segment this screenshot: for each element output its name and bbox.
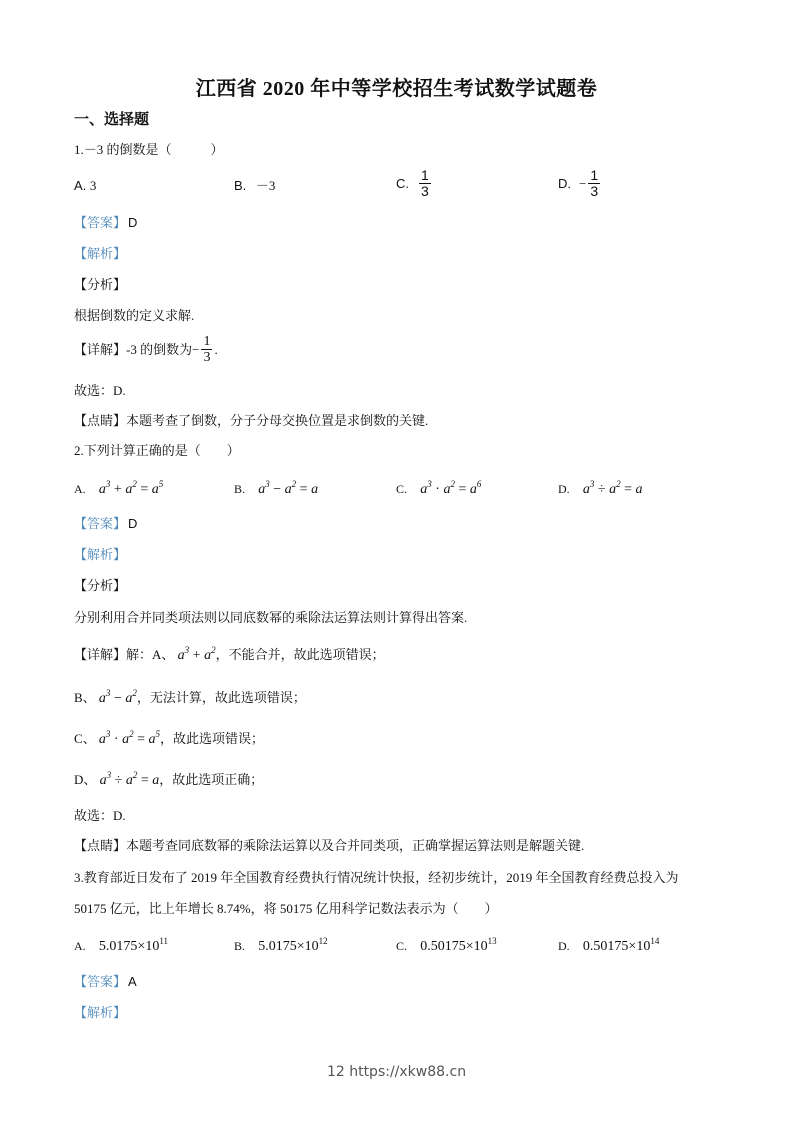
q1-answer [74,215,137,231]
q1-option-d: D. − $\frac{1}{3}$ [558,167,599,199]
answer-value: A [128,974,137,989]
q1-remark: 【点睛】本题考查了倒数，分子分母交换位置是求倒数的关键. [74,413,429,428]
q2-detail-a: 【详解】解：A、 $a^3 + a^2$，不能合并，故此选项错误； [74,645,385,663]
q2-option-c: C. $a^3 \cdot a^2 = a^6$ [396,479,482,497]
q3-option-c: C. $0.50175\times 10^{13}$ [396,936,497,954]
page-footer: 12 https://xkw88.cn [326,1064,467,1080]
q3-analysis-label: 【解析】 [74,1005,127,1020]
detail-label: 【详解】 [74,647,127,662]
q2-answer [74,516,137,532]
q3-stem-line2: 50175 亿元，比上年增长 8.74%，将 50175 亿用科学记数法表示为（ ） [74,901,498,916]
answer-value: D [128,215,138,230]
answer-label: 【答案】 [74,974,127,989]
q1-detail: 【详解】 -3 的倒数为 − $\frac{1}{3}$ . [74,334,218,365]
remark-label: 【点睛】 [74,838,127,853]
fraction: $\frac{1}{3}$ [590,167,599,199]
q2-remark: 【点睛】本题考查同底数幂的乘除法运算以及合并同类项，正确掌握运算法则是解题关键. [74,838,585,853]
q1-stem: 1.－3 的倒数是（ ） [74,142,224,157]
q3-option-d: D. $0.50175\times 10^{14}$ [558,936,660,954]
q3-option-a: A. $5.0175\times 10^{11}$ [74,936,168,954]
option-label: C. [396,175,409,191]
option-value: 3 [89,178,97,193]
q2-breakdown-text: 分别利用合并同类项法则以同底数幂的乘除法运算法则计算得出答案. [74,610,468,625]
fraction: $\frac{1}{3}$ [203,334,211,365]
q1-breakdown-label: 【分析】 [74,277,127,292]
option-value: －3 [255,178,276,193]
q1-option-c [396,168,433,199]
q2-option-d: D. $a^3 \div a^2 = a$ [558,479,643,497]
q3-option-b: B. $5.0175\times 10^{12}$ [234,936,328,954]
q2-stem: 2.下列计算正确的是（ ） [74,443,240,458]
q3-answer [74,974,137,990]
section-heading: 一、选择题 [74,112,150,128]
option-label: D. [558,175,571,191]
q2-breakdown-label: 【分析】 [74,578,127,593]
q1-analysis-label: 【解析】 [74,246,127,261]
option-label: A. [74,178,87,193]
q2-option-a: A. $a^3 + a^2 = a^5$ [74,479,164,497]
q2-detail-b: B、 $a^3 - a^2$，无法计算，故此选项错误； [74,688,306,706]
q1-option-b [234,178,275,194]
answer-label: 【答案】 [74,516,127,531]
q1-option-a [74,178,96,194]
q2-detail-d: D、 $a^3 \div a^2 = a$，故此选项正确； [74,770,264,788]
remark-label: 【点睛】 [74,413,127,428]
answer-label: 【答案】 [74,215,127,230]
fraction: $\frac{1}{3}$ [421,167,429,199]
q1-choose: 故选：D. [74,383,126,398]
q2-option-b: B. $a^3 - a^2 = a$ [234,479,319,497]
option-label: B. [234,178,247,193]
q2-analysis-label: 【解析】 [74,547,127,562]
q3-stem-line1: 3.教育部近日发布了 2019 年全国教育经费执行情况统计快报，经初步统计，2019 年全国教育经费总投入为 [74,870,679,885]
detail-label: 【详解】 [74,341,127,357]
q2-choose: 故选：D. [74,808,126,823]
page-title: 江西省 2020 年中等学校招生考试数学试题卷 [195,78,598,100]
q2-detail-c: C、 $a^3 \cdot a^2 = a^5$，故此选项错误； [74,729,265,747]
q1-breakdown-text: 根据倒数的定义求解. [74,308,195,323]
answer-value: D [128,516,138,531]
